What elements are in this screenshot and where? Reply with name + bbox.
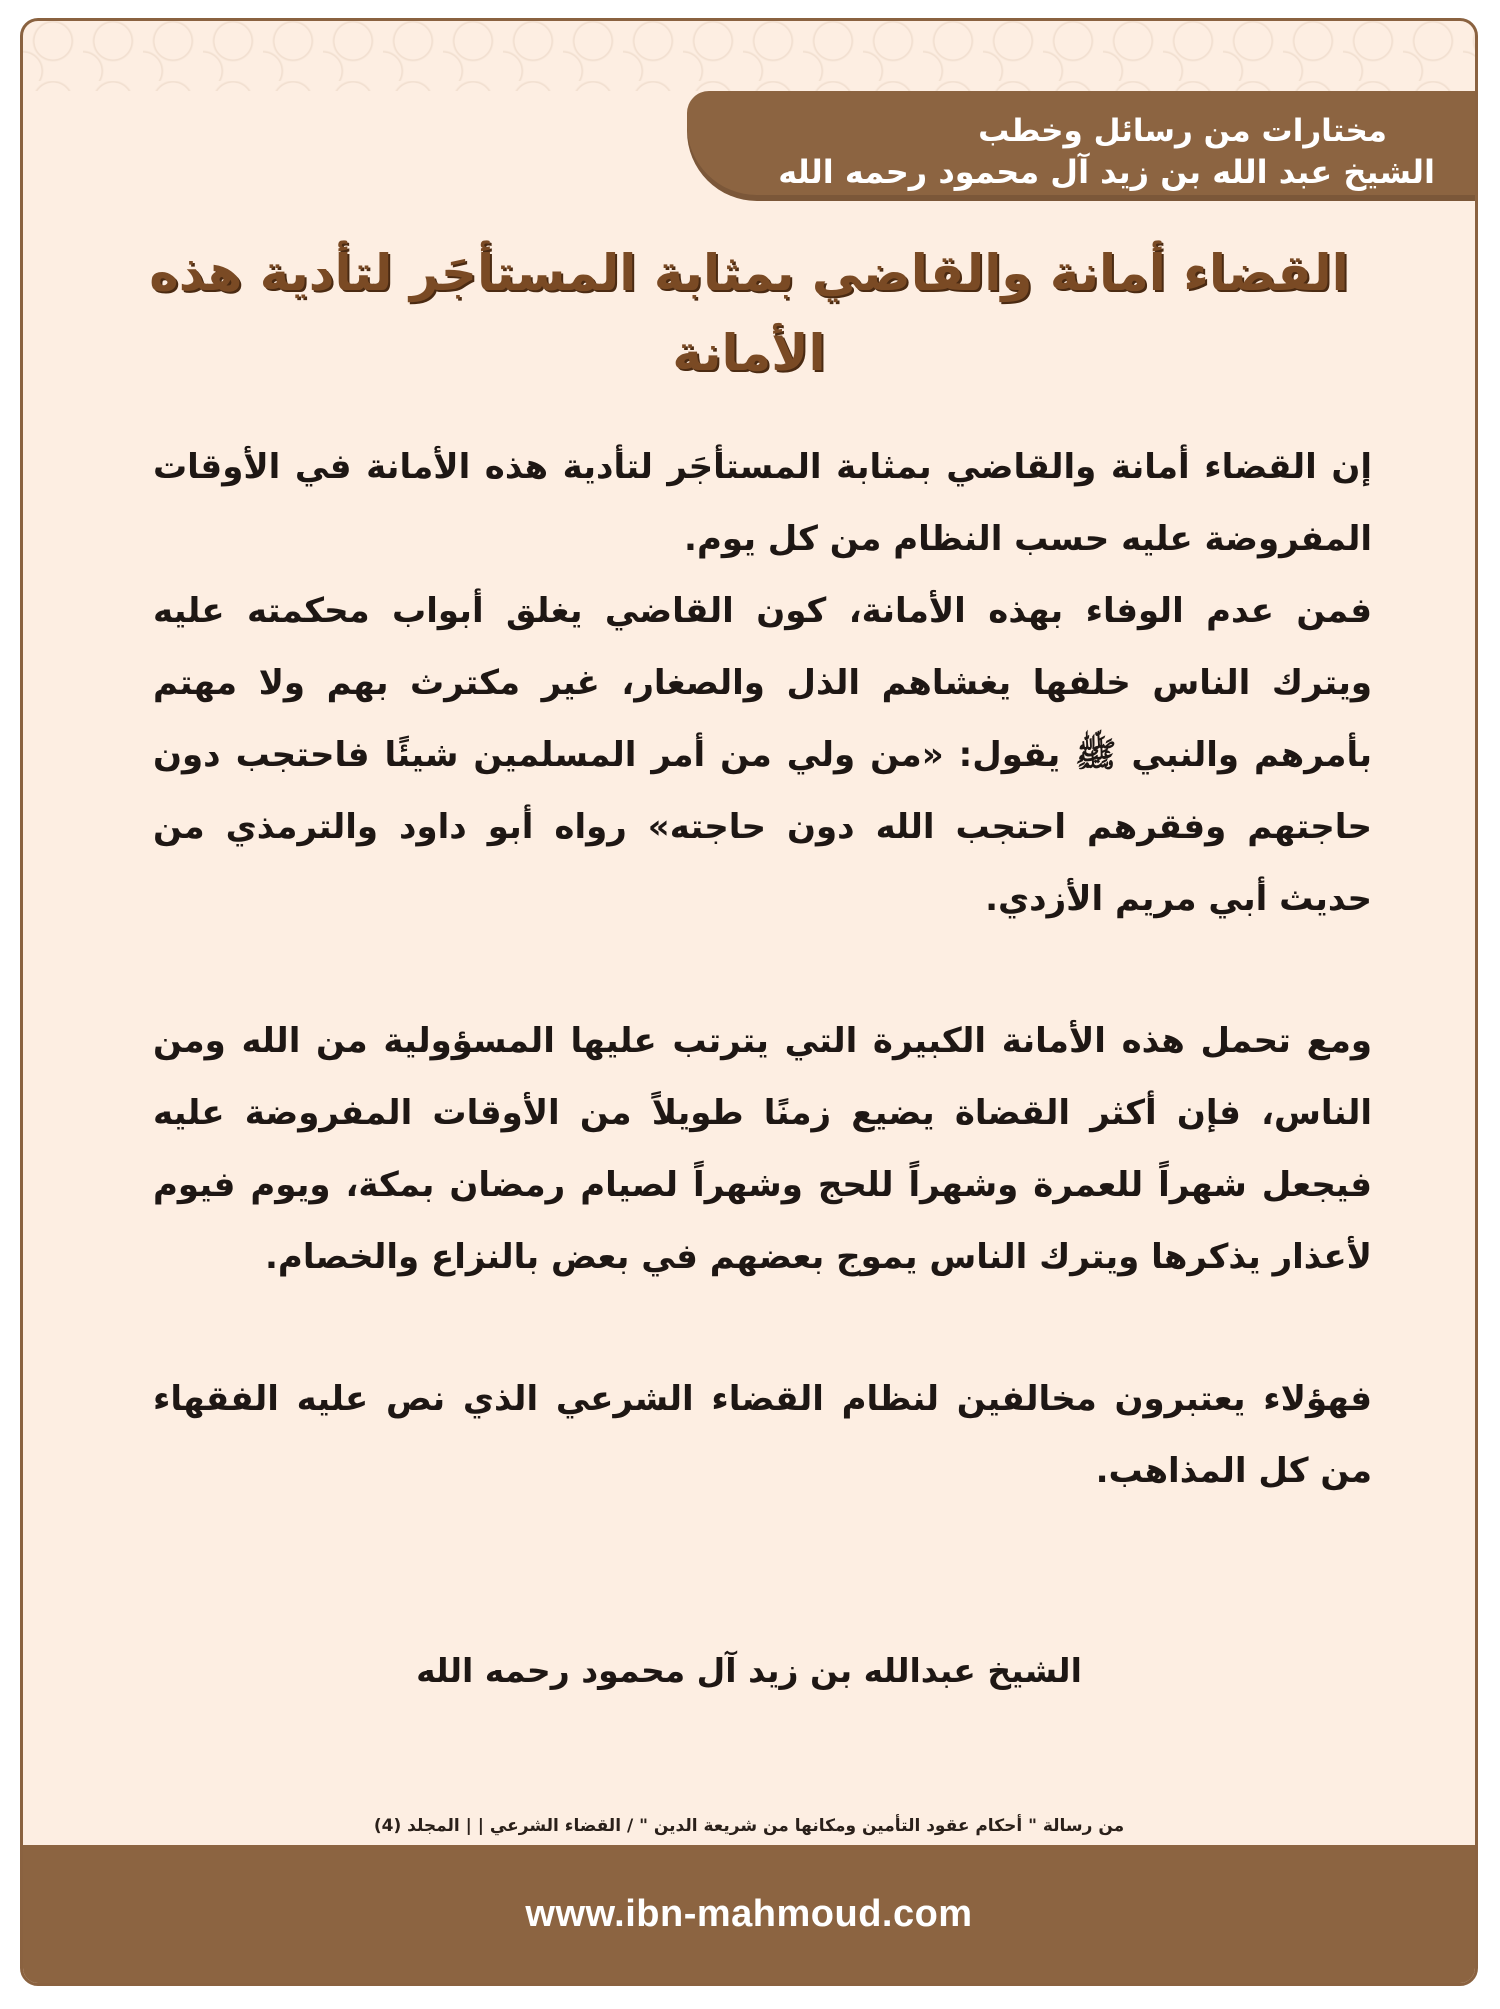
series-banner	[687, 91, 1475, 201]
website-link[interactable]: www.ibn-mahmoud.com	[525, 1892, 973, 1935]
banner-author: الشيخ عبد الله بن زيد آل محمود رحمه الله	[778, 153, 1435, 191]
decorative-pattern	[23, 21, 1475, 91]
paragraph: فمن عدم الوفاء بهذه الأمانة، كون القاضي يغلق أبواب محكمته عليه ويترك الناس خلفها يغشاهم الذل والصغار، غير مكترث بهم ولا مهتم بأمرهم والنبي ﷺ يقول: «من ولي من أمر المسلمين شيئًا فاحتجب دون حاجتهم وفقرهم احتجب الله دون حاجته» رواه أبو داود والترمذي من حديث أبي مريم الأزدي.	[153, 591, 1372, 919]
footer-bar	[23, 1845, 1475, 1983]
author-signature: الشيخ عبدالله بن زيد آل محمود رحمه الله	[416, 1651, 1082, 1690]
page-frame	[20, 18, 1478, 1986]
article-body	[153, 431, 1372, 1507]
banner-series-title: مختارات من رسائل وخطب	[978, 113, 1387, 149]
source-citation: من رسالة " أحكام عقود التأمين ومكانها من شريعة الدين " / القضاء الشرعي | | المجلد (4)	[373, 1816, 1125, 1836]
paragraph: إن القضاء أمانة والقاضي بمثابة المستأجَر لتأدية هذه الأمانة في الأوقات المفروضة عليه حسب النظام من كل يوم.	[153, 447, 1372, 559]
paragraph: ومع تحمل هذه الأمانة الكبيرة التي يترتب عليها المسؤولية من الله ومن الناس، فإن أكثر القضاة يضيع زمنًا طويلاً من الأوقات المفروضة عليه فيجعل شهراً للعمرة وشهراً للحج وشهراً لصيام رمضان بمكة، ويوم فيوم لأعذار يذكرها ويترك الناس يموج بعضهم في بعض بالنزاع والخصام.	[153, 1021, 1372, 1277]
paragraph: فهؤلاء يعتبرون مخالفين لنظام القضاء الشرعي الذي نص عليه الفقهاء من كل المذاهب.	[153, 1379, 1372, 1491]
page-title: القضاء أمانة والقاضي بمثابة المستأجَر لتأدية هذه الأمانة	[149, 244, 1349, 382]
